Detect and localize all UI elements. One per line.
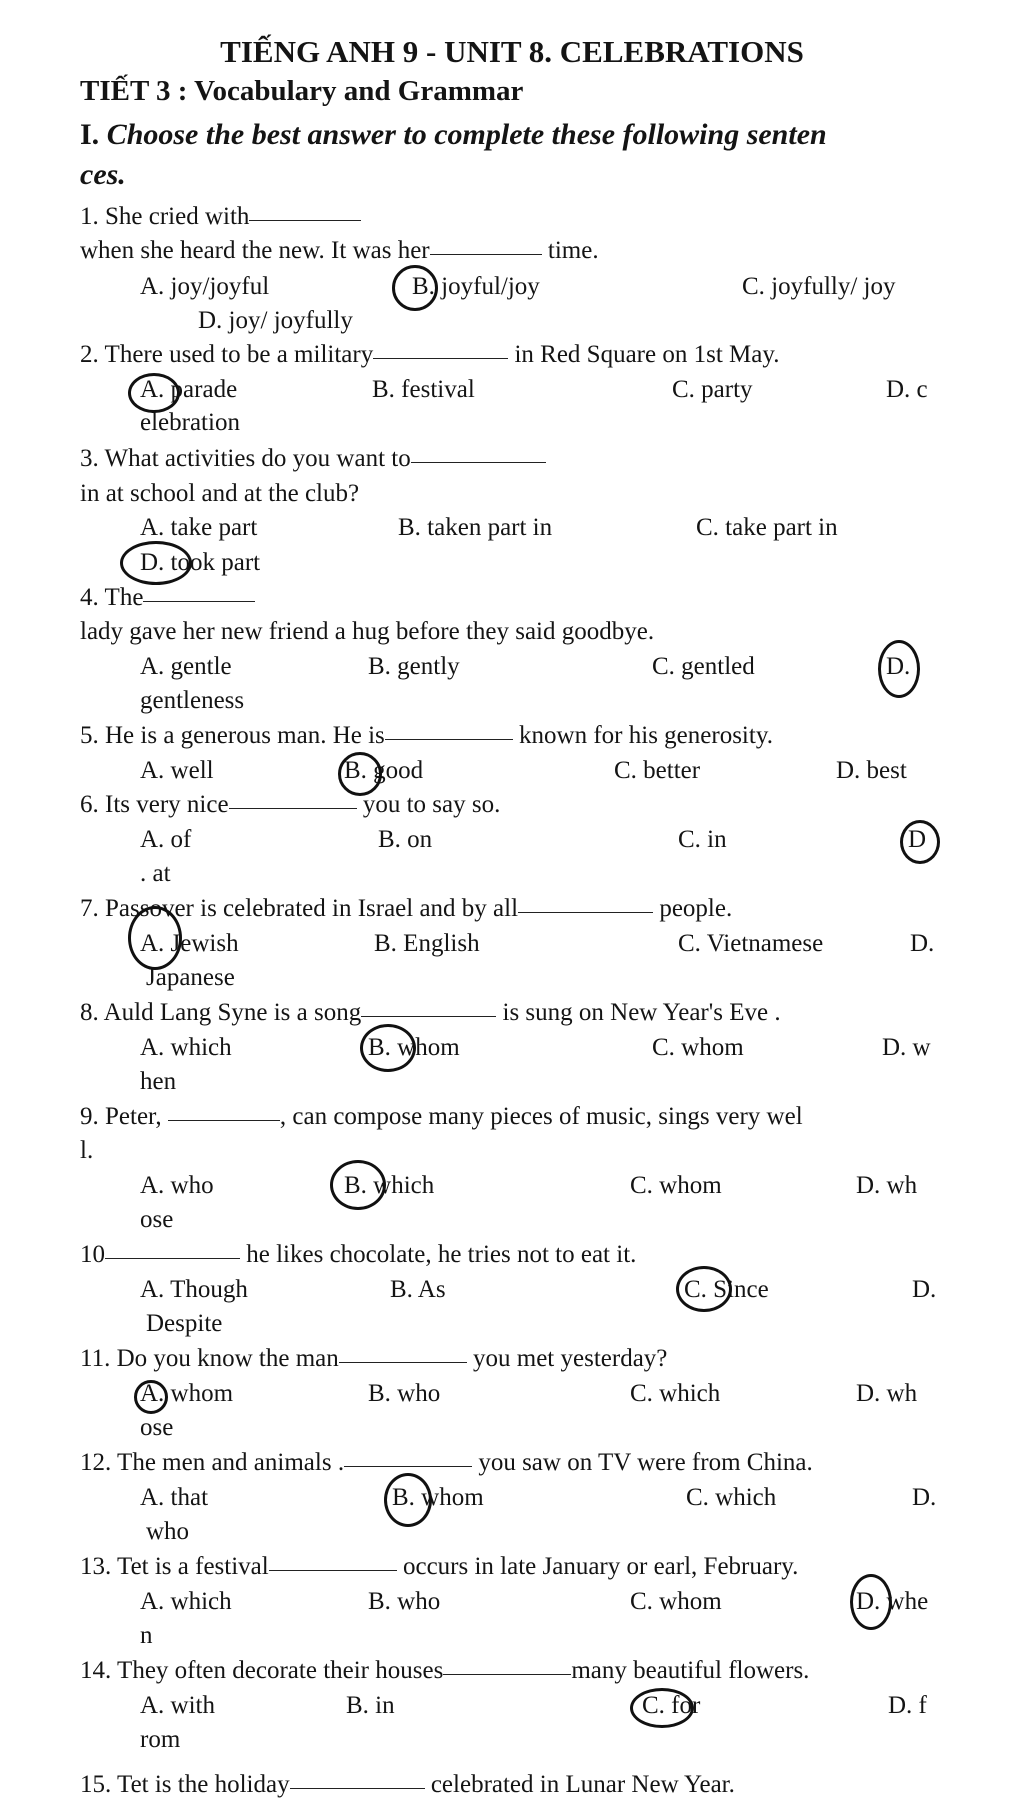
option-b[interactable]: B. on <box>378 826 433 853</box>
option-d[interactable]: D. w <box>882 1034 931 1061</box>
answer-blank <box>269 1552 397 1571</box>
option-c[interactable]: C. which <box>630 1380 721 1407</box>
answer-blank <box>339 1344 467 1363</box>
option-d-continued: rom <box>140 1726 181 1753</box>
option-c[interactable]: C. Since <box>684 1276 769 1303</box>
option-d-continued: Japanese <box>146 964 235 991</box>
option-d-continued: . at <box>140 860 171 887</box>
answer-blank <box>249 202 361 221</box>
option-b[interactable]: B. As <box>390 1276 446 1303</box>
option-d[interactable]: D. <box>886 653 911 680</box>
option-d-continued: ose <box>140 1206 174 1233</box>
option-d[interactable]: D. best <box>836 757 907 784</box>
option-c[interactable]: C. for <box>642 1692 701 1719</box>
option-d[interactable]: D <box>908 826 927 853</box>
question-14-line-1: 14. They often decorate their houses many beautiful flowers. <box>80 1657 810 1684</box>
option-c[interactable]: C. in <box>678 826 727 853</box>
question-4-line-1: 4. The <box>80 583 255 613</box>
option-c[interactable]: C. which <box>686 1484 777 1511</box>
option-b[interactable]: B. who <box>368 1588 441 1615</box>
option-d[interactable]: D. took part <box>140 549 261 576</box>
answer-blank <box>290 1770 425 1789</box>
question-4-line-2: lady gave her new friend a hug before they said goodbye. <box>80 618 655 645</box>
question-10-line-1: 10 he likes chocolate, he tries not to eat it. <box>80 1241 637 1268</box>
option-d[interactable]: D. <box>910 930 935 957</box>
option-c[interactable]: C. joyfully/ joy <box>742 273 896 300</box>
question-7-line-1: 7. Passover is celebrated in Israel and by all people. <box>80 895 733 922</box>
question-9-line-1: 9. Peter, , can compose many pieces of music, sings very wel <box>80 1103 803 1130</box>
answer-blank <box>143 583 255 602</box>
question-2-line-1: 2. There used to be a military in Red Square on 1st May. <box>80 341 780 368</box>
question-11-line-1: 11. Do you know the man you met yesterday? <box>80 1345 668 1372</box>
option-a[interactable]: A. take part <box>140 514 258 541</box>
question-15-line-1: 15. Tet is the holiday celebrated in Lunar New Year. <box>80 1771 735 1798</box>
question-5-line-1: 5. He is a generous man. He is known for his generosity. <box>80 722 773 749</box>
option-a[interactable]: A. gentle <box>140 653 232 680</box>
answer-circle-mark <box>120 541 192 585</box>
lesson-heading: TIẾT 3 : Vocabulary and Grammar <box>80 75 524 107</box>
option-d[interactable]: D. joy/ joyfully <box>198 307 353 334</box>
answer-blank <box>430 236 542 255</box>
option-d[interactable]: D. wh <box>856 1380 918 1407</box>
answer-circle-mark <box>676 1266 732 1312</box>
answer-circle-mark <box>392 265 438 311</box>
option-d[interactable]: D. f <box>888 1692 927 1719</box>
question-1-line-1: 1. She cried with <box>80 202 361 232</box>
answer-circle-mark <box>384 1473 432 1527</box>
answer-blank <box>105 1240 240 1259</box>
option-d-continued: hen <box>140 1068 177 1095</box>
option-b[interactable]: B. taken part in <box>398 514 553 541</box>
option-b[interactable]: B. gently <box>368 653 460 680</box>
option-c[interactable]: C. whom <box>630 1172 722 1199</box>
worksheet-title: TIẾNG ANH 9 - UNIT 8. CELEBRATIONS <box>220 34 804 69</box>
answer-blank <box>411 444 546 463</box>
option-a[interactable]: A. well <box>140 757 214 784</box>
option-c[interactable]: C. better <box>614 757 701 784</box>
question-13-line-1: 13. Tet is a festival occurs in late January or earl, February. <box>80 1553 799 1580</box>
answer-blank <box>373 340 508 359</box>
answer-circle-mark <box>128 373 180 413</box>
option-c[interactable]: C. whom <box>652 1034 744 1061</box>
answer-blank <box>168 1102 280 1121</box>
question-3-line-1: 3. What activities do you want to <box>80 444 546 474</box>
option-a[interactable]: A. Jewish <box>140 930 239 957</box>
option-a[interactable]: A. parade <box>140 376 238 403</box>
option-a[interactable]: A. who <box>140 1172 214 1199</box>
answer-blank <box>229 790 357 809</box>
question-12-line-1: 12. The men and animals . you saw on TV were from China. <box>80 1449 813 1476</box>
answer-blank <box>443 1656 571 1675</box>
option-c[interactable]: C. gentled <box>652 653 755 680</box>
question-3-line-2: in at school and at the club? <box>80 480 360 507</box>
option-d[interactable]: D. wh <box>856 1172 918 1199</box>
answer-circle-mark <box>330 1160 386 1210</box>
option-b[interactable]: B. which <box>344 1172 435 1199</box>
option-b[interactable]: B. who <box>368 1380 441 1407</box>
answer-circle-mark <box>900 820 940 864</box>
option-a[interactable]: A. which <box>140 1034 232 1061</box>
answer-circle-mark <box>134 1380 168 1414</box>
question-9-line-2: l. <box>80 1137 94 1164</box>
option-d-continued: ose <box>140 1414 174 1441</box>
option-c[interactable]: C. whom <box>630 1588 722 1615</box>
option-a[interactable]: A. Though <box>140 1276 248 1303</box>
option-d-continued: Despite <box>146 1310 223 1337</box>
option-b[interactable]: B. joyful/joy <box>412 273 540 300</box>
option-a[interactable]: A. which <box>140 1588 232 1615</box>
option-a[interactable]: A. with <box>140 1692 215 1719</box>
option-c[interactable]: C. take part in <box>696 514 838 541</box>
option-b[interactable]: B. whom <box>392 1484 484 1511</box>
option-a[interactable]: A. whom <box>140 1380 234 1407</box>
option-d[interactable]: D. whe <box>856 1588 929 1615</box>
option-c[interactable]: C. party <box>672 376 753 403</box>
option-b[interactable]: B. good <box>344 757 424 784</box>
answer-blank <box>361 998 496 1017</box>
option-d-continued: n <box>140 1622 153 1649</box>
option-b[interactable]: B. in <box>346 1692 395 1719</box>
answer-circle-mark <box>878 640 920 698</box>
option-c[interactable]: C. Vietnamese <box>678 930 824 957</box>
option-a[interactable]: A. joy/joyful <box>140 273 270 300</box>
option-b[interactable]: B. festival <box>372 376 475 403</box>
answer-blank <box>385 721 513 740</box>
answer-circle-mark <box>128 906 182 970</box>
option-d[interactable]: D. c <box>886 376 928 403</box>
option-a[interactable]: A. of <box>140 826 192 853</box>
question-8-line-1: 8. Auld Lang Syne is a song is sung on New Year's Eve . <box>80 999 781 1026</box>
answer-blank <box>344 1448 472 1467</box>
option-d[interactable]: D. <box>912 1484 937 1511</box>
question-6-line-1: 6. Its very nice you to say so. <box>80 791 501 818</box>
answer-circle-mark <box>850 1574 892 1630</box>
option-d-continued: who <box>146 1518 190 1545</box>
option-d[interactable]: D. <box>912 1276 937 1303</box>
answer-circle-mark <box>360 1024 416 1072</box>
option-d-continued: elebration <box>140 409 240 436</box>
instruction-line-2: ces. <box>80 158 126 191</box>
option-a[interactable]: A. that <box>140 1484 209 1511</box>
option-b[interactable]: B. English <box>374 930 480 957</box>
answer-blank <box>518 894 653 913</box>
option-b[interactable]: B. whom <box>368 1034 460 1061</box>
instruction-line-1: Choose the best answer to complete these following senten <box>106 118 827 151</box>
option-d-continued: gentleness <box>140 687 245 714</box>
answer-circle-mark <box>630 1688 694 1728</box>
question-1-line-2: when she heard the new. It was her time. <box>80 237 599 264</box>
section-number: I. <box>80 118 100 151</box>
section-instruction <box>80 120 827 150</box>
